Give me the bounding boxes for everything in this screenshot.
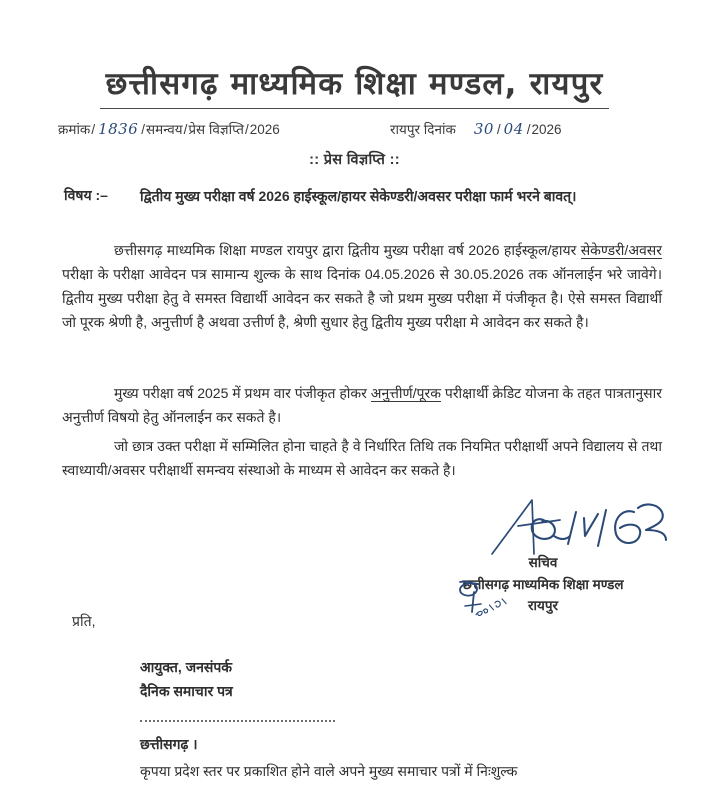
subject-text: द्वितीय मुख्य परीक्षा वर्ष 2026 हाईस्कूल/हायर सेकेण्डरी/अवसर परीक्षा फार्म भरने बावत्। [140,188,577,204]
recipient-label: प्रति, [72,613,96,629]
reference-slash-3: / [183,122,188,137]
date-line [390,120,562,138]
recipient-line-2: दैनिक समाचार पत्र [140,683,233,700]
date-slash-1: / [496,122,501,137]
date-slash-2: / [526,122,531,137]
signature-city: रायपुर [527,598,559,614]
body-paragraph-3 [62,434,662,482]
signature-designation: सचिव [528,555,558,570]
paragraph-2-part-b: परीक्षार्थी क्रेडिट योजना के तहत पात्रतानुसार अनुत्तीर्ण विषयो हेतु ऑनलाईन कर सकते है। [62,385,662,426]
paragraph-1-underlined: सेकेण्डरी/अवसर [580,242,662,258]
reference-section: समन्वय [146,122,183,137]
recipient-block [140,655,335,756]
reference-year: 2026 [249,122,280,137]
press-release-heading: :: प्रेस विज्ञप्ति :: [309,152,400,168]
reference-slash-4: / [244,122,249,137]
paragraph-1-part-b: परीक्षा के परीक्षा आवेदन पत्र सामान्य शुल्क के साथ दिनांक 04.05.2026 से 30.05.2026 तक ऑनलाईन भरे जावेगे। द्वितीय मुख्य परीक्षा हेतु वे समस्त विद्यार्थी आवेदन कर सकते है जो प्रथम मुख्य परीक्षा में पंजीकृत है। ऐसे समस्त विद्यार्थी जो पूरक श्रेणी है, अनुत्तीर्ण है अथवा उत्तीर्ण है, श्रेणी सुधार हेतु द्वितीय मुख्य परीक्षा मे आवेदन कर सकते है। [62,266,662,331]
signature-organization: छत्तीसगढ़ माध्यमिक शिक्षा मण्डल [462,576,624,592]
reference-prefix: क्रमांक [58,122,91,137]
recipient-line-1: आयुक्त, जनसंपर्क [140,659,233,675]
subject-label: विषय :– [64,187,108,203]
date-year: 2026 [531,122,562,137]
paragraph-2 [62,381,662,429]
reference-slash-2: / [141,122,146,137]
signature-icon [488,496,678,558]
body-paragraph-1 [62,238,662,334]
footer-note: कृपया प्रदेश स्तर पर प्रकाशित होने वाले अपने मुख्य समाचार पत्रों में निःशुल्क [140,763,518,779]
reference-slash-1: / [91,122,96,137]
paragraph-2-part-a: मुख्य परीक्षा वर्ष 2025 में प्रथम वार पंजीकृत होकर [114,385,371,401]
page-title: छत्तीसगढ़ माध्यमिक शिक्षा मण्डल, रायपुर [100,62,610,109]
reference-number-line [58,120,280,138]
body-paragraph-2 [62,381,662,429]
signature-block [398,552,688,617]
dotted-divider [140,720,335,725]
reference-number-handwritten: 1836 [98,120,139,138]
paragraph-3: जो छात्र उक्त परीक्षा में सम्मिलित होना चाहते है वे निर्धारित तिथि तक नियमित परीक्षार्थी अपने विद्यालय से तथा स्वाध्यायी/अवसर परीक्षार्थी समन्वय संस्थाओ के माध्यम से आवेदन कर सकते है। [62,438,662,479]
date-day-handwritten: 30 [473,120,494,138]
masthead [0,62,709,109]
subject-block [64,186,664,208]
paragraph-1 [62,238,662,334]
paragraph-1-part-a: छत्तीसगढ़ माध्यमिक शिक्षा मण्डल रायपुर द्वारा द्वितीय मुख्य परीक्षा वर्ष 2026 हाईस्कूल/हायर [114,242,581,258]
paragraph-2-underlined: अनुत्तीर्ण/पूरक [370,385,441,401]
date-month-handwritten: 04 [503,120,524,138]
reference-type: प्रेस विज्ञप्ति [188,122,244,137]
recipient-state: छत्तीसगढ़ । [140,736,198,753]
date-place-label: रायपुर दिनांक [390,122,456,137]
